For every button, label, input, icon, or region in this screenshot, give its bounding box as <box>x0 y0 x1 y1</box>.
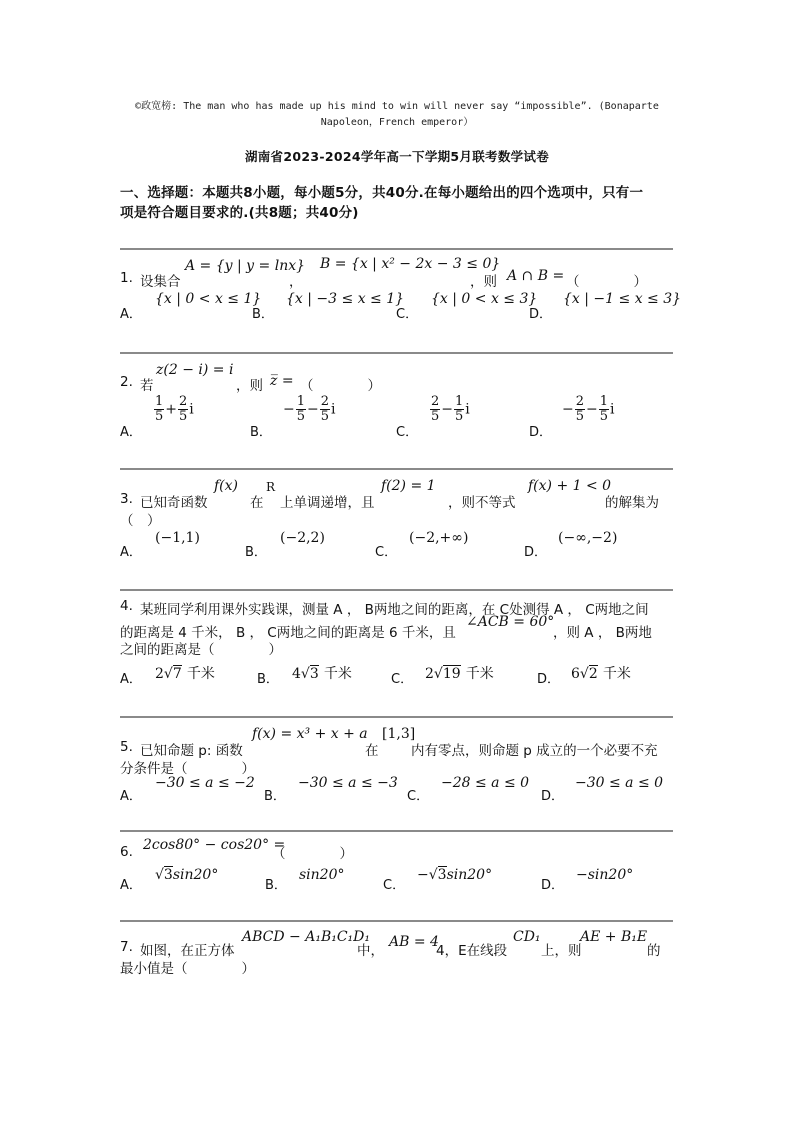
q4-number: 4. <box>120 598 133 614</box>
q4-option-d: 6√2 千米 <box>571 666 631 682</box>
q7-segment: CD₁ <box>513 929 541 945</box>
q1-set-b: B = {x | x² − 2x − 3 ≤ 0} <box>320 256 501 272</box>
q2-expr: z(2 − i) = i <box>156 362 234 378</box>
q7-stem-e: 的 <box>647 943 661 959</box>
q2-option-d-label: D． <box>529 425 553 440</box>
q5-option-a: −30 ≤ a ≤ −2 <box>155 775 255 791</box>
section-header-line-1: 一、选择题：本题共8小题，每小题5分，共40分.在每小题给出的四个选项中，只有一 <box>120 185 644 201</box>
q3-option-d: (−∞,−2) <box>558 530 618 546</box>
q6-option-c-label: C． <box>383 878 406 893</box>
section-header-line-2: 项是符合题目要求的.(共8题；共40分) <box>120 205 359 221</box>
q3-number: 3. <box>120 491 133 507</box>
q5-line-2: 分条件是（ ） <box>120 761 255 777</box>
q3-option-a-label: A． <box>120 545 142 560</box>
divider <box>120 352 673 354</box>
q7-stem-c: 4，E在线段 <box>436 943 508 959</box>
divider <box>120 589 673 591</box>
q7-stem-b: 中， <box>357 943 384 959</box>
q5-option-c: −28 ≤ a ≤ 0 <box>441 775 530 791</box>
q3-f2: f(2) = 1 <box>381 478 436 494</box>
q7-number: 7. <box>120 939 133 955</box>
q1-set-a: A = {y | y = lnx} <box>185 258 306 274</box>
q4-angle: ∠ACB = 60° <box>466 614 555 630</box>
q2-option-a-label: A． <box>120 425 142 440</box>
q6-option-d: −sin20° <box>576 867 634 883</box>
q2-option-c-label: C． <box>396 425 419 440</box>
motto-line-1: ©政宽榜: The man who has made up his mind to win will never say “impossible”. (Bonaparte <box>135 101 659 112</box>
q2-option-b-label: B． <box>250 425 272 440</box>
divider <box>120 468 673 470</box>
q1-option-d: {x | −1 ≤ x ≤ 3} <box>563 291 682 307</box>
q1-option-a-label: A． <box>120 307 142 322</box>
divider <box>120 920 673 922</box>
q3-fx: f(x) <box>214 478 239 494</box>
q6-option-d-label: D． <box>541 878 565 893</box>
q1-comma: ， <box>289 274 303 290</box>
q2-number: 2. <box>120 374 133 390</box>
q3-option-c-label: C． <box>375 545 398 560</box>
q7-cube: ABCD − A₁B₁C₁D₁ <box>242 929 371 945</box>
q1-option-d-label: D． <box>529 307 553 322</box>
q4-option-d-label: D． <box>537 672 561 687</box>
q5-number: 5. <box>120 739 133 755</box>
q7-expr: AE + B₁E <box>580 929 648 945</box>
divider <box>120 716 673 718</box>
q3-option-b: (−2,2) <box>280 530 325 546</box>
q4-option-a-label: A． <box>120 672 142 687</box>
q3-inequality: f(x) + 1 < 0 <box>528 478 612 494</box>
q1-option-c-label: C． <box>396 307 419 322</box>
q5-stem-c: 内有零点，则命题 p 成立的一个必要不充 <box>411 743 658 759</box>
q5-function: f(x) = x³ + x + a <box>252 726 368 742</box>
q2-option-b: − $\frac{1}{5}$ − $\frac{2}{5}$ i <box>283 394 336 424</box>
q1-number: 1. <box>120 270 133 286</box>
q6-option-a-label: A． <box>120 878 142 893</box>
q1-answer-paren: （ ） <box>566 274 647 290</box>
q6-option-b-label: B． <box>265 878 287 893</box>
q4-line-2b: ，则 A ， B两地 <box>553 625 652 641</box>
q4-option-c-label: C． <box>391 672 414 687</box>
q7-stem-a: 如图，在正方体 <box>140 943 235 959</box>
q3-stem-a: 已知奇函数 <box>140 495 208 511</box>
q3-stem-e: 的解集为 <box>605 495 659 511</box>
q5-stem-a: 已知命题 p: 函数 <box>140 743 243 759</box>
q3-option-a: (−1,1) <box>155 530 200 546</box>
motto-line-2: Napoleon，French emperor） <box>320 117 474 128</box>
q2-option-c: $\frac{2}{5}$ − $\frac{1}{5}$ i <box>431 394 470 424</box>
q2-stem-b: ，则 <box>236 378 263 394</box>
q4-option-c: 2√19 千米 <box>425 666 494 682</box>
q3-option-d-label: D． <box>524 545 548 560</box>
q6-option-b: sin20° <box>299 867 345 883</box>
q1-option-b-label: B． <box>252 307 274 322</box>
q3-real-set: R <box>266 480 276 494</box>
q4-line-1: 某班同学利用课外实践课，测量 A ， B两地之间的距离，在 C处测得 A ， C两地之间 <box>140 602 649 618</box>
q3-option-c: (−2,+∞) <box>409 530 469 546</box>
q1-expr: A ∩ B = <box>507 268 565 284</box>
q5-option-d-label: D． <box>541 789 565 804</box>
q5-option-d: −30 ≤ a ≤ 0 <box>575 775 664 791</box>
q6-answer-paren: （ ） <box>272 846 353 862</box>
q6-option-a: √3sin20° <box>155 867 219 883</box>
q3-answer-paren: （ ） <box>120 513 161 529</box>
q4-line-2a: 的距离是 4 千米， B ， C两地之间的距离是 6 千米，且 <box>120 625 456 641</box>
q3-stem-c: 上单调递增，且 <box>280 495 375 511</box>
q2-option-d: − $\frac{2}{5}$ − $\frac{1}{5}$ i <box>562 394 615 424</box>
q4-option-a: 2√7 千米 <box>155 666 215 682</box>
q1-option-c: {x | 0 < x ≤ 3} <box>431 291 538 307</box>
page-title: 湖南省2023-2024学年高一下学期5月联考数学试卷 <box>244 149 550 164</box>
q2-stem-a: 若 <box>140 378 154 394</box>
q2-option-a: $\frac{1}{5}$ + $\frac{2}{5}$ i <box>155 394 194 424</box>
q5-option-a-label: A． <box>120 789 142 804</box>
q4-option-b-label: B． <box>257 672 279 687</box>
q4-option-b: 4√3 千米 <box>292 666 352 682</box>
q7-stem-d: 上，则 <box>541 943 582 959</box>
q6-number: 6. <box>120 844 133 860</box>
q4-line-3: 之间的距离是（ ） <box>120 642 282 658</box>
q2-answer-paren: （ ） <box>300 378 381 394</box>
divider <box>120 830 673 832</box>
q2-zbar: z̅ = <box>270 373 294 389</box>
q3-stem-d: ，则不等式 <box>448 495 516 511</box>
q5-option-b: −30 ≤ a ≤ −3 <box>298 775 398 791</box>
q5-option-c-label: C． <box>407 789 430 804</box>
q1-stem-a: 设集合 <box>140 274 181 290</box>
q7-line-2: 最小值是（ ） <box>120 961 255 977</box>
q6-option-c: −√3sin20° <box>417 867 493 883</box>
q6-expr: 2cos80° − cos20° = <box>143 837 286 853</box>
q1-option-a: {x | 0 < x ≤ 1} <box>155 291 262 307</box>
q5-stem-b: 在 <box>365 743 379 759</box>
q7-ab: AB = 4 <box>389 934 439 950</box>
q3-stem-b: 在 <box>250 495 264 511</box>
q3-option-b-label: B． <box>245 545 267 560</box>
q1-option-b: {x | −3 ≤ x ≤ 1} <box>286 291 405 307</box>
q5-interval: [1,3] <box>382 726 416 742</box>
divider <box>120 248 673 250</box>
q1-stem-b: ，则 <box>470 274 497 290</box>
q5-option-b-label: B． <box>264 789 286 804</box>
